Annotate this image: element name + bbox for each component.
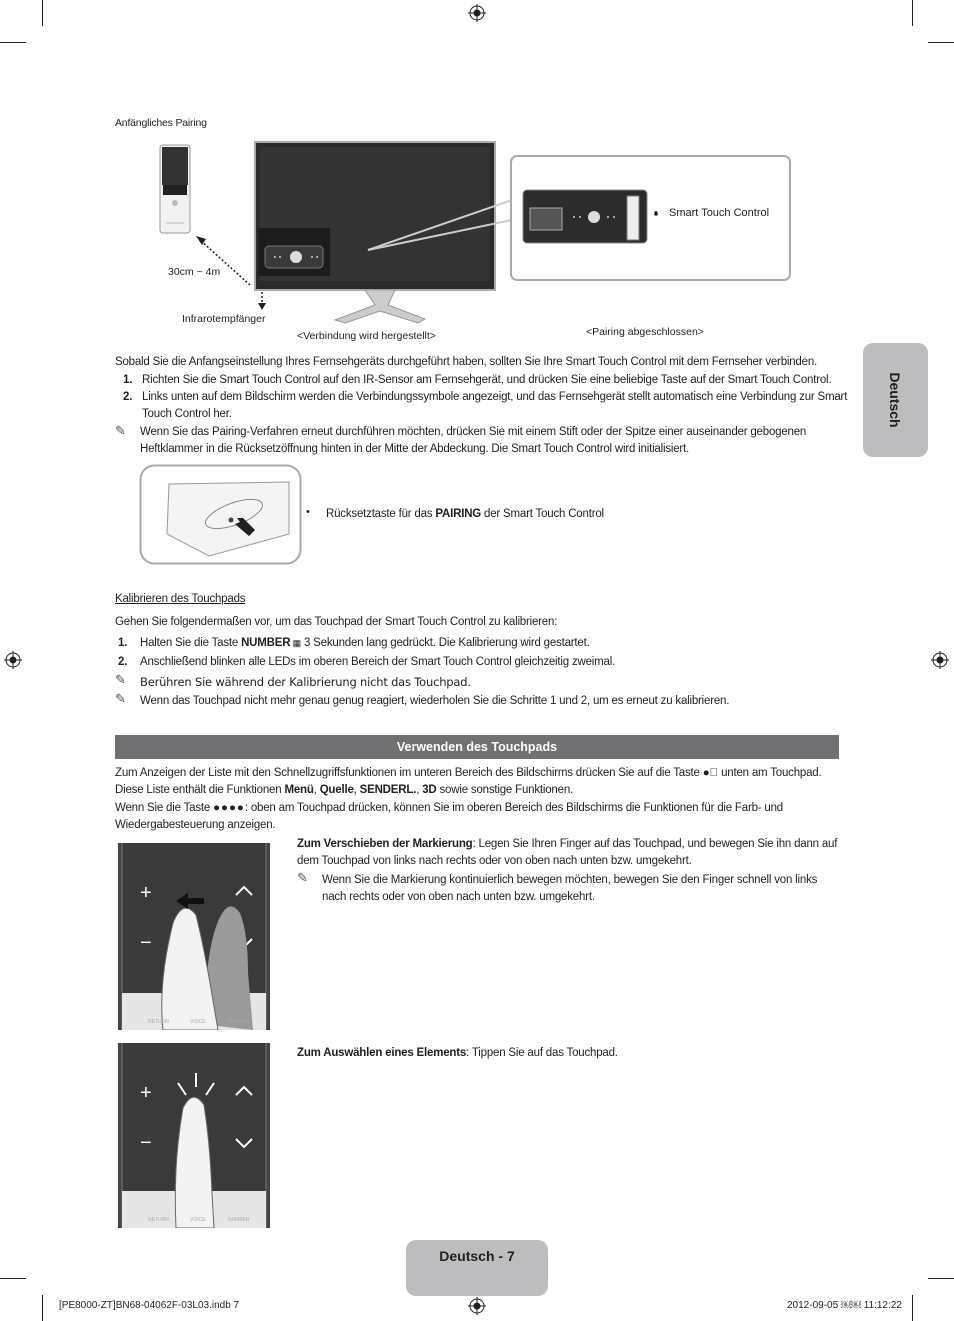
completed-label: <Pairing abgeschlossen> — [586, 326, 704, 338]
step-number: 1. — [123, 374, 133, 386]
touchpad-p2-line2: Wiedergabesteuerung anzeigen. — [115, 819, 276, 831]
quick-access-icon: ●⃝ — [702, 767, 719, 779]
note-pencil-icon: ✎ — [115, 672, 126, 687]
reset-button-illustration — [139, 464, 303, 566]
crop-mark — [928, 42, 954, 43]
registration-mark-icon — [468, 1297, 486, 1315]
svg-text:RETURN: RETURN — [148, 1217, 169, 1223]
pairing-step-2-line2: Touch Control her. — [142, 408, 232, 420]
figure-caption: Anfängliches Pairing — [115, 117, 207, 129]
page-number-tab — [406, 1240, 548, 1296]
calibrate-note-2: Wenn das Touchpad nicht mehr genau genug reagiert, wiederholen Sie die Schritte 1 und 2, um es erneut zu kalibrieren. — [140, 695, 730, 707]
step-number: 2. — [118, 656, 128, 668]
registration-mark-icon — [4, 651, 22, 669]
svg-text:+: + — [140, 882, 152, 904]
calibrate-step-2: Anschließend blinken alle LEDs im oberen Bereich der Smart Touch Control gleichzeitig zweimal. — [140, 656, 616, 668]
crop-mark — [912, 1295, 913, 1321]
crop-mark — [42, 1295, 43, 1321]
pairing-intro: Sobald Sie die Anfangseinstellung Ihres Fernsehgeräts durchgeführt haben, sollten Sie Ihre Smart Touch Control mit dem Fernseher verbinden. — [115, 356, 818, 368]
svg-text:VOICE: VOICE — [190, 1217, 206, 1223]
crop-mark — [912, 0, 913, 26]
registration-mark-icon — [931, 651, 949, 669]
connecting-label: <Verbindung wird hergestellt> — [297, 330, 436, 342]
svg-text:NUMBER: NUMBER — [228, 1019, 250, 1025]
registration-mark-icon — [468, 4, 486, 22]
select-element-text: Zum Auswählen eines Elements: Tippen Sie auf das Touchpad. — [297, 1047, 618, 1059]
note-pencil-icon: ✎ — [115, 691, 126, 706]
svg-text:NUMBER: NUMBER — [228, 1217, 250, 1223]
step-number: 2. — [123, 391, 133, 403]
page-number: Deutsch - 7 — [439, 1248, 515, 1264]
step-number: 1. — [118, 637, 128, 649]
ir-receiver-label: Infrarotempfänger — [182, 313, 266, 325]
smart-touch-bullet: Smart Touch Control — [669, 207, 770, 219]
move-marker-line1: Zum Verschieben der Markierung: Legen Sie Ihren Finger auf das Touchpad, und bewegen Sie ihn dann auf — [297, 838, 838, 850]
touchpad-tap-illustration — [118, 1043, 270, 1228]
calibrate-intro: Gehen Sie folgendermaßen vor, um das Touchpad der Smart Touch Control zu kalibrieren: — [115, 616, 558, 628]
calibrate-step-1: Halten Sie die Taste NUMBER ▦ 3 Sekunden lang gedrückt. Die Kalibrierung wird gestartet. — [140, 637, 590, 649]
bullet: • — [306, 506, 310, 518]
touchpad-p2-line1: Wenn Sie die Taste ●●●●: oben am Touchpad drücken, können Sie im oberen Bereich des Bildschirms die Funktionen für die Farb- und — [115, 802, 783, 814]
touchpad-swipe-illustration — [118, 843, 270, 1030]
pairing-note-line2: Heftklammer in die Rücksetzöffnung hinten in der Mitte der Abdeckung. Die Smart Touch Control wird initialisiert. — [140, 443, 690, 455]
crop-mark — [0, 42, 26, 43]
bullet: • — [654, 207, 658, 219]
calibrate-heading: Kalibrieren des Touchpads — [115, 593, 246, 605]
pairing-step-1: Richten Sie die Smart Touch Control auf den IR-Sensor am Fernsehgerät, und drücken Sie eine beliebige Taste auf der Smart Touch Control. — [142, 374, 832, 386]
reset-button-caption: Rücksetztaste für das PAIRING der Smart Touch Control — [326, 508, 604, 520]
section-band-title: Verwenden des Touchpads — [396, 740, 558, 754]
move-note-line1: Wenn Sie die Markierung kontinuierlich bewegen möchten, bewegen Sie den Finger schnell von links — [322, 874, 818, 886]
pairing-note-line1: Wenn Sie das Pairing-Verfahren erneut durchführen möchten, drücken Sie mit einem Stift oder der Spitze einer auseinander gebogenen — [140, 426, 807, 438]
language-side-tab-label: Deutsch — [887, 372, 904, 428]
touchpad-p1-line2: Diese Liste enthält die Funktionen Menü, Quelle, SENDERL., 3D sowie sonstige Funktionen. — [115, 784, 574, 796]
crop-mark — [42, 0, 43, 26]
crop-mark — [0, 1278, 26, 1279]
calibrate-note-1: Berühren Sie während der Kalibrierung nicht das Touchpad. — [140, 675, 471, 689]
pairing-diagram — [150, 135, 800, 335]
language-side-tab — [863, 343, 928, 457]
svg-text:+: + — [140, 1082, 152, 1104]
svg-text:RETURN: RETURN — [148, 1019, 169, 1025]
distance-label: 30cm ~ 4m — [168, 266, 221, 278]
note-pencil-icon: ✎ — [115, 423, 126, 438]
pairing-step-2-line1: Links unten auf dem Bildschirm werden die Verbindungssymbole angezeigt, und das Fernsehgerät stellt automatisch eine Verbindung zur Smart — [142, 391, 848, 403]
svg-text:−: − — [140, 932, 152, 954]
svg-text:−: − — [140, 1132, 152, 1154]
move-note-line2: nach rechts oder von oben nach unten bzw. umgekehrt. — [322, 891, 595, 903]
svg-text:VOICE: VOICE — [190, 1019, 206, 1025]
section-band — [115, 735, 839, 759]
move-marker-line2: dem Touchpad von links nach rechts oder von oben nach unten bzw. umgekehrt. — [297, 855, 692, 867]
footer-file-info: [PE8000-ZT]BN68-04062F-03L03.indb 7 — [59, 1300, 240, 1311]
touchpad-p1-line1: Zum Anzeigen der Liste mit den Schnellzugriffsfunktionen im unteren Bereich des Bildschirms drücken Sie auf die Taste ●⃝ unten am Touchpad. — [115, 767, 822, 779]
number-grid-icon: ▦ — [290, 638, 301, 648]
crop-mark — [928, 1278, 954, 1279]
color-buttons-icon: ●●●● — [213, 802, 245, 814]
footer-date-time: 2012-09-05 ￼￼ 11:12:22 — [787, 1300, 902, 1311]
note-pencil-icon: ✎ — [297, 870, 308, 885]
